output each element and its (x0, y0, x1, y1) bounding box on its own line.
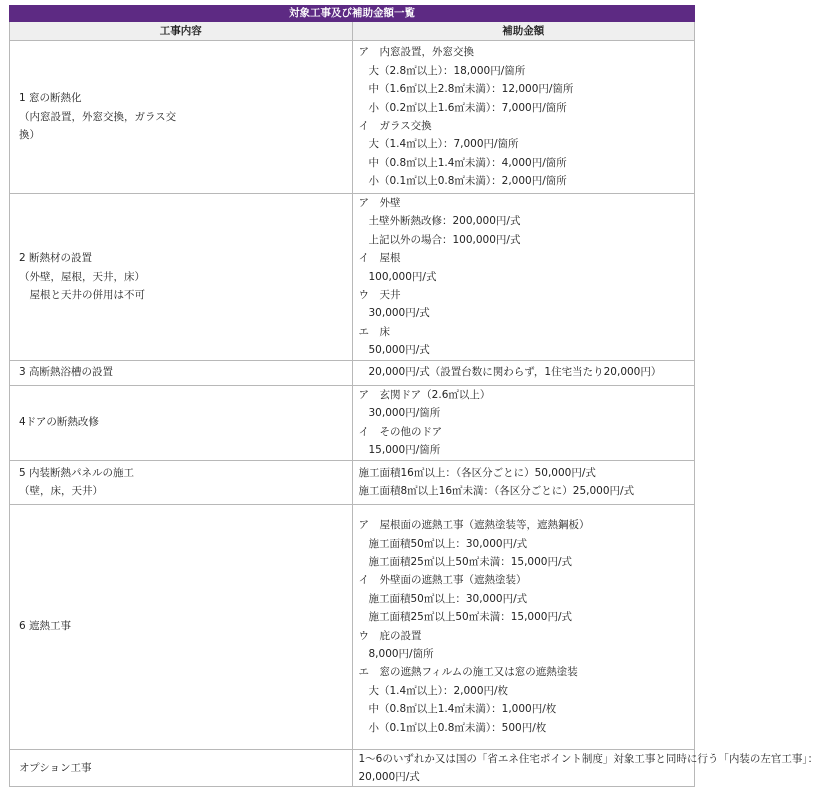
amount-line: 1～6のいずれか又は国の「省エネ住宅ポイント制度」対象工事と同時に行う「内装の左官工事」： (358, 752, 818, 765)
amount-line: ア 外壁 (358, 197, 401, 209)
amount-line: 小（0.2㎡以上1.6㎡未満）：7,000円/箇所 (368, 101, 567, 114)
work-cell (10, 41, 353, 194)
table-title: 対象工事及び補助金額一覧 (10, 6, 695, 22)
amount-line: イ 屋根 (358, 252, 401, 265)
amount-cell (352, 749, 818, 787)
amount-line: 100,000円/式 (368, 270, 437, 283)
amount-line: 土壁外断熱改修：200,000円/式 (368, 215, 521, 228)
work-cell (10, 194, 353, 361)
work-text: 3 高断熱浴槽の設置 (19, 366, 114, 379)
work-cell (10, 460, 353, 504)
work-text: 6 遮熱工事 (19, 620, 72, 633)
table-row (10, 360, 695, 385)
table-row (10, 194, 695, 361)
amount-line: 中（1.6㎡以上2.8㎡未満）：12,000円/箇所 (368, 83, 574, 96)
table-row (10, 460, 695, 504)
amount-cell (352, 41, 695, 194)
amount-line: 30,000円/箇所 (368, 407, 441, 420)
amount-line: 20,000円/式（設置台数に関わらず，1住宅当たり20,000円） (368, 366, 662, 379)
amount-line: 30,000円/式 (368, 307, 430, 320)
subsidy-table (9, 5, 818, 787)
table-body (10, 41, 818, 787)
amount-line: ア 内窓設置，外窓交換 (358, 46, 474, 59)
amount-line: 大（1.4㎡以上）：2,000円/枚 (368, 684, 509, 697)
amount-line: イ ガラス交換 (358, 120, 432, 132)
amount-line: 施工面積16㎡以上：（各区分ごとに）50,000円/式 (358, 466, 596, 479)
amount-line: 施工面積50㎡以上：30,000円/式 (368, 592, 528, 605)
amount-line: 小（0.1㎡以上0.8㎡未満）：2,000円/箇所 (368, 175, 567, 188)
work-cell (10, 749, 353, 787)
amount-line: ウ 天井 (358, 289, 401, 302)
amount-line: 20,000円/式 (358, 771, 420, 784)
amount-line: 中（0.8㎡以上1.4㎡未満）：1,000円/枚 (368, 703, 557, 716)
amount-cell (352, 460, 695, 504)
amount-line: ア 屋根面の遮熱工事（遮熱塗装等，遮熱鋼板） (358, 519, 590, 532)
amount-line: ア 玄関ドア（2.6㎡以上） (358, 388, 491, 401)
amount-cell (352, 385, 695, 460)
amount-line: 上記以外の場合：100,000円/式 (368, 233, 521, 246)
work-text: 2 断熱材の設置 (19, 252, 93, 265)
work-text: （壁，床，天井） (19, 485, 103, 498)
amount-cell (352, 360, 695, 385)
amount-line: 中（0.8㎡以上1.4㎡未満）：4,000円/箇所 (368, 156, 567, 169)
work-text: オプション工事 (19, 761, 92, 774)
work-cell (10, 385, 353, 460)
work-text: （外壁，屋根，天井，床） (19, 270, 145, 283)
amount-line: イ その他のドア (358, 425, 443, 438)
amount-line: 15,000円/箇所 (368, 444, 441, 457)
amount-line: 50,000円/式 (368, 344, 430, 357)
amount-line: 施工面積25㎡以上50㎡未満：15,000円/式 (368, 611, 572, 624)
work-text: 4ドアの断熱改修 (19, 416, 99, 429)
amount-line: 小（0.1㎡以上0.8㎡未満）：500円/枚 (368, 721, 547, 734)
amount-line: 8,000円/箇所 (368, 648, 434, 661)
amount-line: エ 窓の遮熱フィルムの施工又は窓の遮熱塗装 (358, 666, 578, 679)
table-row (10, 385, 695, 460)
table-row (10, 504, 695, 749)
amount-line: 施工面積25㎡以上50㎡未満：15,000円/式 (368, 556, 572, 569)
header-amount: 補助金額 (352, 22, 695, 41)
amount-line: エ 床 (358, 325, 390, 338)
table-row (10, 41, 695, 194)
work-cell (10, 360, 353, 385)
amount-line: イ 外壁面の遮熱工事（遮熱塗装） (358, 574, 527, 587)
work-text: （内窓設置，外窓交換，ガラス交 (19, 110, 177, 123)
work-text: 屋根と天井の併用は不可 (19, 289, 145, 302)
table-row (10, 749, 695, 787)
amount-line: 大（2.8㎡以上）：18,000円/箇所 (368, 64, 526, 77)
amount-line: 施工面積8㎡以上16㎡未満：（各区分ごとに）25,000円/式 (358, 485, 635, 498)
header-work: 工事内容 (10, 22, 353, 41)
amount-line: ウ 庇の設置 (358, 629, 422, 642)
amount-line: 施工面積50㎡以上：30,000円/式 (368, 537, 528, 550)
work-cell (10, 504, 353, 749)
work-text: 1 窓の断熱化 (19, 92, 82, 105)
work-text: 5 内装断熱パネルの施工 (19, 466, 135, 479)
amount-cell (352, 504, 695, 749)
amount-cell (352, 194, 695, 361)
amount-line: 大（1.4㎡以上）：7,000円/箇所 (368, 138, 519, 151)
work-text: 換） (19, 129, 40, 142)
subsidy-table-container (9, 5, 818, 787)
